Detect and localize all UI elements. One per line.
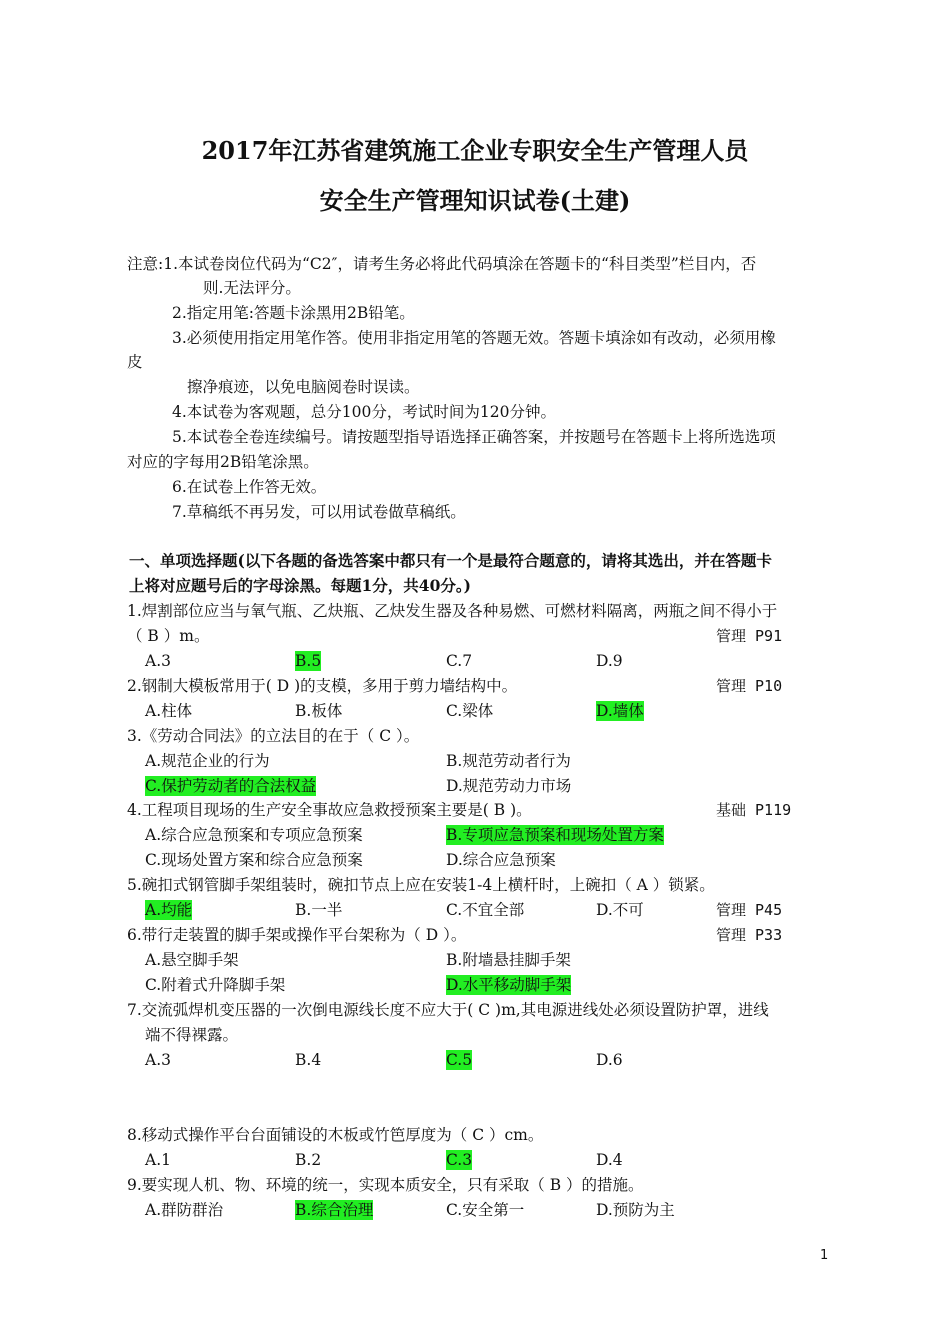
- question-9-option-c: C.安全第一: [446, 1201, 525, 1219]
- exam-title-line1: 2017年江苏省建筑施工企业专职安全生产管理人员: [201, 136, 749, 165]
- question-9-option-a: A.群防群治: [145, 1201, 224, 1219]
- question-3-option-d: D.规范劳动力市场: [446, 777, 572, 795]
- question-5-option-a: A.均能: [145, 901, 193, 919]
- question-8-option-d: D.4: [596, 1151, 623, 1169]
- question-6-option-b: B.附墙悬挂脚手架: [446, 951, 571, 969]
- question-4-option-b: B.专项应急预案和现场处置方案: [446, 826, 664, 844]
- question-9-stem: 9.要实现人机、物、环境的统一，实现本质安全，只有采取（ B ）的措施。: [127, 1176, 644, 1194]
- section-heading: 一、单项选择题(以下各题的备选答案中都只有一个是最符合题意的，请将其选出，并在答题卡: [129, 551, 772, 570]
- question-6-option-d: D.水平移动脚手架: [446, 976, 572, 994]
- question-2-option-c: C.梁体: [446, 702, 494, 720]
- page-number: 1: [820, 1248, 829, 1263]
- notice-item-3-cont: 皮: [127, 353, 143, 371]
- question-1-stem-cont: （ B ）m。: [127, 627, 210, 645]
- question-1-option-a: A.3: [145, 652, 171, 670]
- question-3-option-a: A.规范企业的行为: [145, 752, 270, 770]
- question-5-stem: 5.碗扣式钢管脚手架组装时，碗扣节点上应在安装1-4上横杆时，上碗扣（ A ）锁紧。: [127, 876, 715, 894]
- notice-item-7: 7.草稿纸不再另发，可以用试卷做草稿纸。: [172, 503, 466, 521]
- notice-item-3: 3.必须使用指定用笔作答。使用非指定用笔的答题无效。答题卡填涂如有改动，必须用橡: [172, 329, 776, 347]
- notice-item-3-cont2: 擦净痕迹，以免电脑阅卷时误读。: [187, 378, 420, 396]
- question-1-reference: 管理 P91: [716, 627, 783, 645]
- question-5-option-d: D.不可: [596, 901, 644, 919]
- question-7-stem: 7.交流弧焊机变压器的一次倒电源线长度不应大于( C )m,其电源进线处必须设置防护罩，进线: [127, 1001, 769, 1019]
- question-7-option-d: D.6: [596, 1051, 623, 1069]
- notice-item-5-cont: 对应的字每用2B铅笔涂黑。: [127, 453, 319, 471]
- question-5-option-c: C.不宜全部: [446, 901, 525, 919]
- question-4-option-c: C.现场处置方案和综合应急预案: [145, 851, 363, 869]
- question-7-option-a: A.3: [145, 1051, 171, 1069]
- question-3-option-b: B.规范劳动者行为: [446, 752, 571, 770]
- question-3-stem: 3.《劳动合同法》的立法目的在于（ C ）。: [127, 727, 420, 745]
- notice-item-5: 5.本试卷全卷连续编号。请按题型指导语选择正确答案，并按题号在答题卡上将所选选项: [172, 428, 776, 446]
- question-1-option-c: C.7: [446, 652, 473, 670]
- question-4-option-a: A.综合应急预案和专项应急预案: [145, 826, 363, 844]
- question-5-option-b: B.一半: [295, 901, 343, 919]
- question-4-stem: 4.工程项目现场的生产安全事故应急救授预案主要是( B )。: [127, 801, 532, 819]
- question-8-option-b: B.2: [295, 1151, 322, 1169]
- question-1-option-b: B.5: [295, 652, 322, 670]
- question-2-stem: 2.钢制大模板常用于( D )的支模，多用于剪力墙结构中。: [127, 677, 518, 695]
- question-2-option-b: B.板体: [295, 702, 343, 720]
- question-2-option-a: A.柱体: [145, 702, 193, 720]
- notice-item-1: 注意:1.本试卷岗位代码为“C2″，请考生务必将此代码填涂在答题卡的“科目类型”栏目内，否: [127, 255, 757, 273]
- question-8-option-c: C.3: [446, 1151, 473, 1169]
- question-1-stem: 1.焊割部位应当与氧气瓶、乙炔瓶、乙炔发生器及各种易燃、可燃材料隔离，两瓶之间不得小于: [127, 602, 778, 620]
- question-6-option-a: A.悬空脚手架: [145, 951, 239, 969]
- notice-item-4: 4.本试卷为客观题，总分100分，考试时间为120分钟。: [172, 403, 556, 421]
- question-6-option-c: C.附着式升降脚手架: [145, 976, 286, 994]
- question-7-stem-cont: 端不得裸露。: [145, 1026, 239, 1044]
- question-2-option-d: D.墙体: [596, 702, 644, 720]
- question-8-stem: 8.移动式操作平台台面铺设的木板或竹笆厚度为（ C ）cm。: [127, 1126, 544, 1144]
- question-6-reference: 管理 P33: [716, 926, 783, 944]
- question-4-option-d: D.综合应急预案: [446, 851, 556, 869]
- question-9-option-d: D.预防为主: [596, 1201, 675, 1219]
- question-8-option-a: A.1: [145, 1151, 171, 1169]
- question-1-option-d: D.9: [596, 652, 623, 670]
- question-5-reference: 管理 P45: [716, 901, 783, 919]
- notice-item-2: 2.指定用笔:答题卡涂黑用2B铅笔。: [172, 304, 415, 322]
- exam-title-line2: 安全生产管理知识试卷(土建): [319, 186, 631, 215]
- question-7-option-b: B.4: [295, 1051, 322, 1069]
- question-4-reference: 基础 P119: [716, 801, 792, 819]
- question-6-stem: 6.带行走装置的脚手架或操作平台架称为（ D ）。: [127, 926, 467, 944]
- section-heading-cont: 上将对应题号后的字母涂黑。每题1分，共40分。): [129, 576, 471, 595]
- question-9-option-b: B.综合治理: [295, 1201, 374, 1219]
- notice-item-6: 6.在试卷上作答无效。: [172, 478, 327, 496]
- notice-item-1-cont: 则.无法评分。: [203, 279, 301, 297]
- question-7-option-c: C.5: [446, 1051, 473, 1069]
- question-2-reference: 管理 P10: [716, 677, 783, 695]
- question-3-option-c: C.保护劳动者的合法权益: [145, 777, 317, 795]
